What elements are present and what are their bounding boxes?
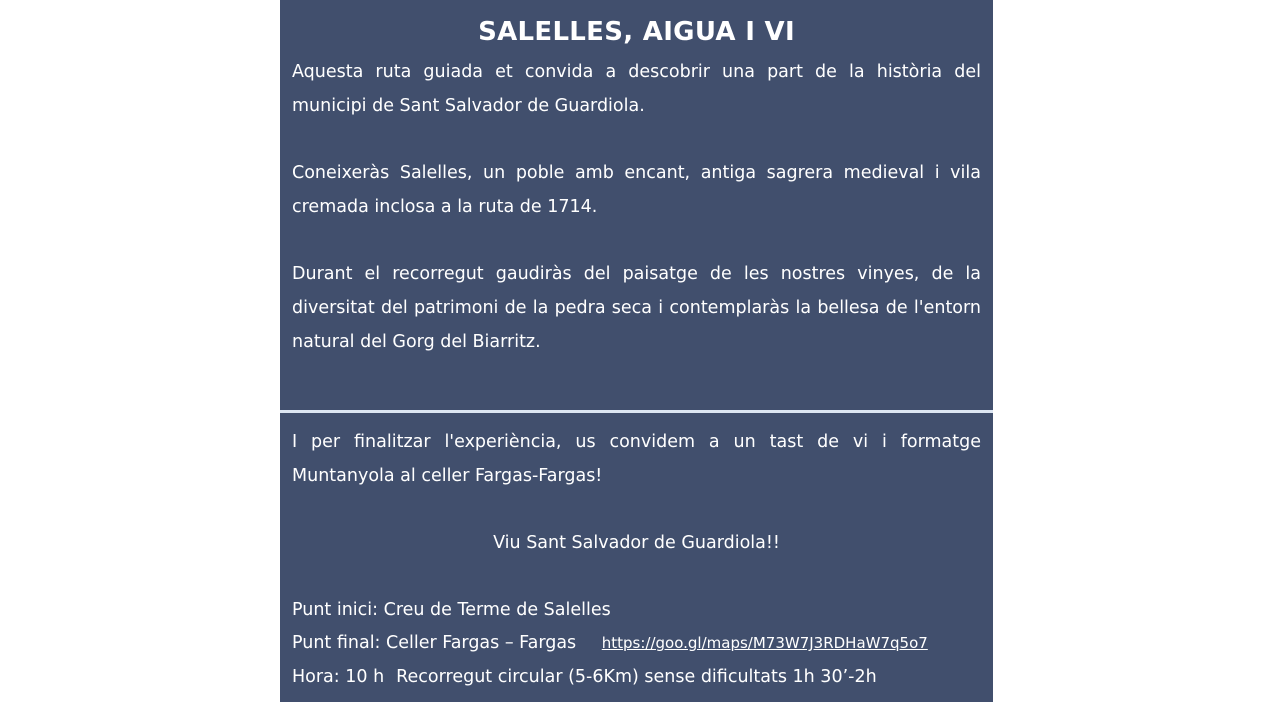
salelles-paragraph: Coneixeràs Salelles, un poble amb encant, antiga sagrera medieval i vila cremada inclosa a la ruta de 1714. (292, 163, 981, 217)
start-point-text: Punt inici: Creu de Terme de Salelles (292, 600, 611, 620)
end-point (292, 626, 928, 660)
tasting-paragraph: I per finalitzar l'experiència, us convidem a un tast de vi i formatge Muntanyola al celler Fargas-Fargas! (292, 432, 981, 486)
route-description: Recorregut circular (5-6Km) sense dificultats 1h 30’-2h (396, 667, 877, 687)
end-point-text: Punt final: Celler Fargas – Fargas (292, 633, 577, 653)
start-point (292, 593, 611, 627)
start-time: Hora: 10 h (292, 667, 385, 687)
page-title: SALELLES, AIGUA I VI (478, 17, 795, 47)
map-link[interactable]: https://goo.gl/maps/M73W7J3RDHaW7q5o7 (601, 634, 928, 652)
intro-paragraph: Aquesta ruta guiada et convida a descobrir una part de la història del municipi de Sant Salvador de Guardiola. (292, 62, 981, 116)
section-divider (280, 410, 993, 413)
route-info-panel (280, 0, 993, 702)
slogan: Viu Sant Salvador de Guardiola!! (493, 533, 780, 553)
landscape-paragraph: Durant el recorregut gaudiràs del paisatge de les nostres vinyes, de la diversitat del patrimoni de la pedra seca i contemplaràs la bellesa de l'entorn natural del Gorg del Biarritz. (292, 264, 981, 352)
schedule-info (292, 660, 877, 694)
